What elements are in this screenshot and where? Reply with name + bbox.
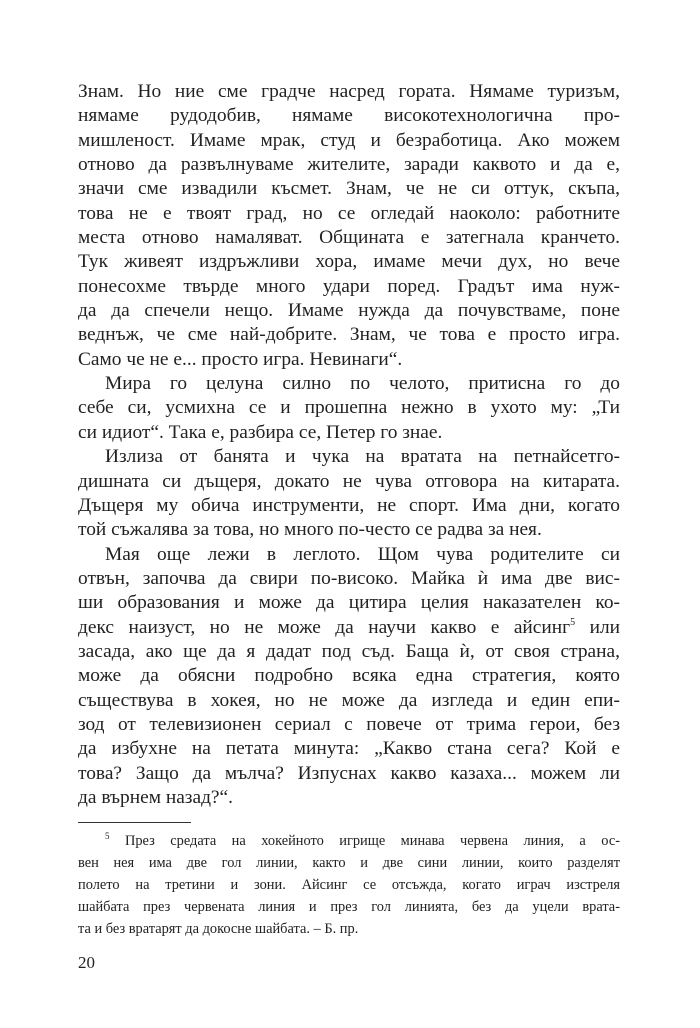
text-line bbox=[78, 202, 620, 226]
text-line bbox=[78, 372, 620, 396]
text-line-content: Тук живеят издръжливи хора, имаме мечи дух, но вече bbox=[78, 251, 620, 273]
text-line-content: това? Защо да мълча? Изпуснах какво казаха... можем ли bbox=[78, 762, 620, 784]
text-line-content: си идиот“. Така е, разбира се, Петер го знае. bbox=[78, 421, 443, 443]
text-line-content: значи сме извадили късмет. Знам, че не си оттук, скъпа, bbox=[78, 178, 620, 200]
text-line bbox=[78, 250, 620, 274]
text-line bbox=[78, 616, 620, 640]
text-line bbox=[78, 689, 620, 713]
footnote-line bbox=[78, 896, 620, 918]
text-line-content: Мая още лежи в леглото. Щом чува родителите си bbox=[105, 543, 620, 565]
text-line-content: да избухне на петата минута: „Какво стана сега? Кой е bbox=[78, 738, 620, 760]
text-line-content: декс наизуст, но не може да научи какво е айсинг bbox=[78, 616, 571, 638]
text-line-content: съществува в хокея, но не може да изгледа и един епи- bbox=[78, 689, 620, 711]
text-line-content: Само че не е... просто игра. Невинаги“. bbox=[78, 348, 403, 370]
text-line-content: нямаме рудодобив, нямаме високотехнологична про- bbox=[78, 105, 620, 127]
body-text bbox=[78, 80, 620, 810]
text-line bbox=[78, 786, 620, 810]
text-line-content: той съжалява за това, но много по-често се радва за нея. bbox=[78, 519, 542, 541]
text-line-content: места отново намаляват. Общината е затегнала кранчето. bbox=[78, 227, 620, 249]
footnote-line bbox=[78, 918, 620, 940]
footnote-line bbox=[78, 852, 620, 874]
text-line bbox=[78, 518, 620, 542]
text-line bbox=[78, 664, 620, 688]
text-line bbox=[78, 713, 620, 737]
text-line-content: ши образования и може да цитира целия наказателен ко- bbox=[78, 592, 620, 614]
footnote-line bbox=[78, 874, 620, 896]
text-line bbox=[78, 348, 620, 372]
text-line-content: Мира го целуна силно по челото, притисна го до bbox=[105, 373, 620, 395]
footnote-line-content: полето на третини и зони. Айсинг се отсъжда, когато играч изстреля bbox=[78, 877, 620, 893]
text-line bbox=[78, 104, 620, 128]
text-line bbox=[78, 177, 620, 201]
text-line-content: Знам. Но ние сме градче насред гората. Нямаме туризъм, bbox=[78, 81, 620, 102]
text-line bbox=[78, 299, 620, 323]
footnote-line-content: вен нея има две гол линии, както и две сини линии, които разделят bbox=[78, 855, 620, 871]
footnote-line-content: шайбата през червената линия и през гол линията, без да уцели врата- bbox=[78, 899, 620, 915]
text-line-content: засада, ако ще да я дадат под съд. Баща ѝ, от своя страна, bbox=[78, 640, 620, 662]
text-line-content: отново да развълнуваме жителите, заради каквото и да е, bbox=[78, 154, 620, 176]
text-line-content: дишната си дъщеря, докато не чува отговора на китарата. bbox=[78, 470, 620, 492]
text-line-content: да върнем назад?“. bbox=[78, 786, 233, 808]
text-line-content: да да спечели нещо. Имаме нужда да почувстваме, поне bbox=[78, 300, 620, 322]
footnote-line-content: През средата на хокейното игрище минава червена линия, а ос- bbox=[124, 833, 620, 849]
text-line-content: може да обясни подробно всяка една стратегия, която bbox=[78, 665, 620, 687]
text-line-content: мишленост. Имаме мрак, студ и безработица. Ако можем bbox=[78, 129, 620, 151]
footnote-reference[interactable]: 5 bbox=[570, 617, 576, 629]
text-line bbox=[78, 421, 620, 445]
text-line bbox=[78, 129, 620, 153]
text-line bbox=[78, 470, 620, 494]
text-line-content: Дъщеря му обича инструменти, не спорт. Има дни, когато bbox=[78, 494, 620, 516]
text-line bbox=[78, 80, 620, 104]
footnote-marker: 5 bbox=[105, 831, 110, 842]
text-line-content: това не е твоят град, но се огледай наоколо: работните bbox=[78, 202, 620, 224]
footnote-line-content: та и без вратарят да докосне шайбата. – Б. пр. bbox=[78, 921, 359, 937]
footnote-separator bbox=[78, 822, 191, 823]
text-line-content: Излиза от банята и чука на вратата на петнайсетго- bbox=[105, 446, 620, 468]
text-line bbox=[78, 640, 620, 664]
text-line bbox=[78, 396, 620, 420]
page-number: 20 bbox=[78, 953, 95, 972]
text-line bbox=[78, 567, 620, 591]
text-line bbox=[78, 591, 620, 615]
text-line bbox=[78, 275, 620, 299]
text-line-content: отвън, започва да свири по-високо. Майка ѝ има две вис- bbox=[78, 567, 620, 589]
text-line-content: себе си, усмихна се и прошепна нежно в ухото му: „Ти bbox=[78, 397, 620, 419]
text-line-content: понесохме твърде много удари поред. Градът има нуж- bbox=[78, 275, 620, 297]
text-line bbox=[78, 323, 620, 347]
text-line-content: веднъж, че сме най-добрите. Знам, че това е просто игра. bbox=[78, 324, 620, 346]
text-line bbox=[78, 543, 620, 567]
text-line bbox=[78, 762, 620, 786]
text-line-continuation: или bbox=[575, 616, 620, 638]
text-line-content: зод от телевизионен сериал с повече от трима герои, без bbox=[78, 713, 620, 735]
text-line bbox=[78, 226, 620, 250]
text-line bbox=[78, 494, 620, 518]
footnote bbox=[78, 830, 620, 940]
footnote-line bbox=[78, 830, 620, 852]
text-line bbox=[78, 445, 620, 469]
text-line bbox=[78, 737, 620, 761]
text-line bbox=[78, 153, 620, 177]
